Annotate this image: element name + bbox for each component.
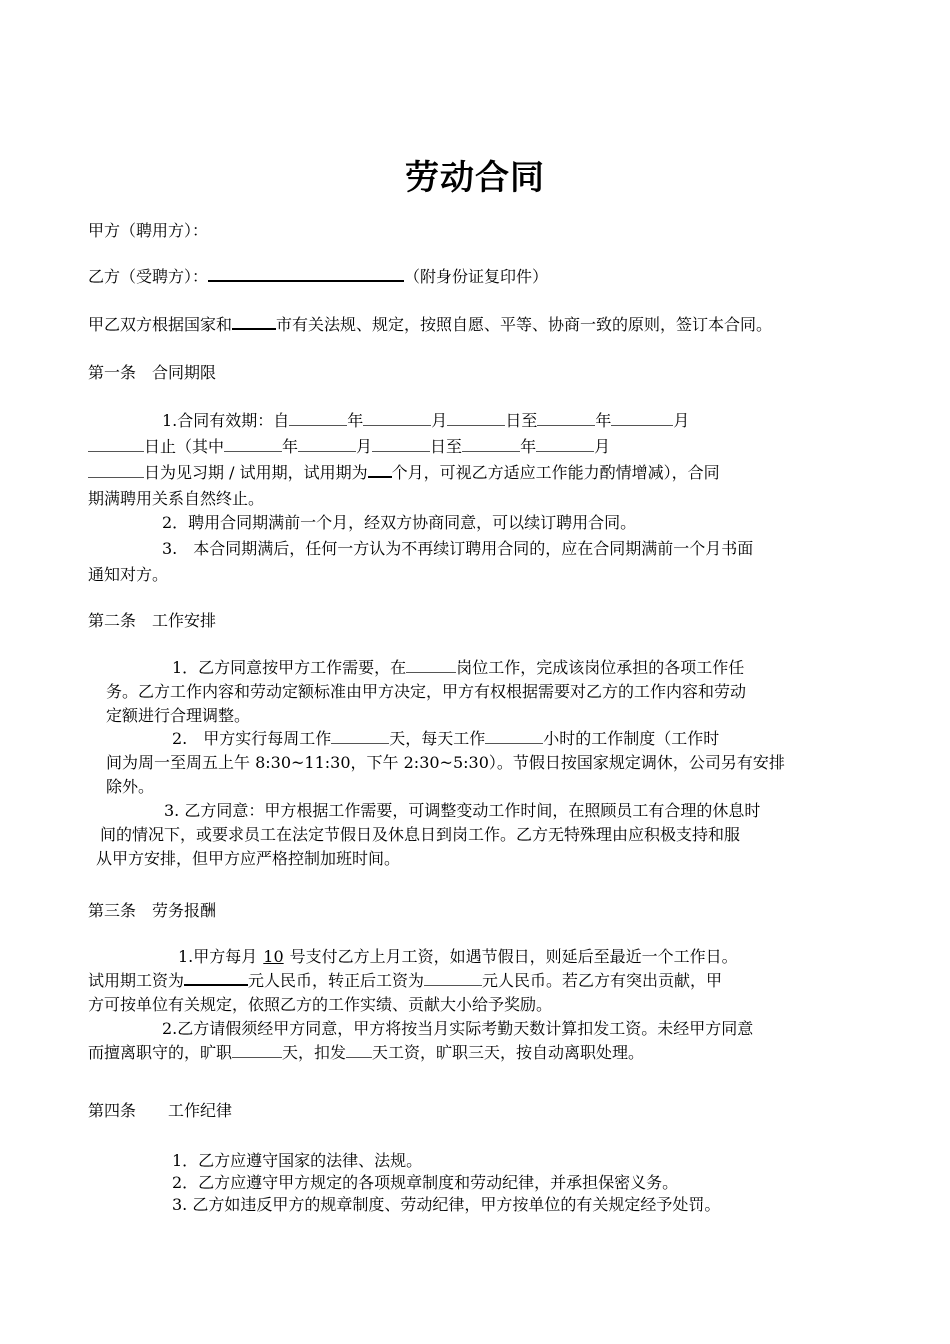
position-blank[interactable] [406,658,456,673]
start-day-blank[interactable] [447,411,505,426]
article-3-item-2-line-1: 2.乙方请假须经甲方同意，甲方将按当月实际考勤天数计算扣发工资。未经甲方同意 [162,1019,754,1038]
article-1-item-3-line-2: 通知对方。 [88,565,169,584]
start-year-blank[interactable] [289,411,347,426]
party-a-line [88,220,208,242]
probation-end-year-blank[interactable] [462,437,520,452]
intro-text: 甲乙双方根据国家和 [88,315,233,334]
intro-text-end: 市有关法规、规定，按照自愿、平等、协商一致的原则，签订本合同。 [276,315,773,334]
text: 月 [673,411,690,430]
article-3-item-1-line-2 [88,970,722,992]
text: 元人民币，转正后工资为 [248,971,425,990]
article-2-item-2-line-3: 除外。 [106,777,155,796]
article-2-item-1-line-3: 定额进行合理调整。 [106,706,251,725]
article-2-item-1-line-1 [172,657,744,679]
end-day-blank[interactable] [88,437,144,452]
absence-days-blank[interactable] [232,1043,282,1058]
party-b-line [88,266,548,288]
article-2-item-1-line-2: 务。乙方工作内容和劳动定额标准由甲方决定，甲方有权根据需要对乙方的工作内容和劳动 [106,682,747,701]
article-2-item-3-line-3: 从甲方安排，但甲方应严格控制加班时间。 [96,849,401,868]
article-1-item-1-line-2 [88,436,610,458]
party-b-label: 乙方（受聘方）： [88,267,209,286]
text: 年 [282,437,299,456]
end-month-blank[interactable] [611,411,673,426]
text: 日至 [505,411,538,430]
pay-day-value[interactable]: 10 [263,947,284,966]
probation-start-month-blank[interactable] [298,437,356,452]
text: 试用期工资为 [88,971,185,990]
text: 1.甲方每月 [178,947,258,966]
regular-salary-blank[interactable] [424,971,482,986]
text: 号支付乙方上月工资，如遇节假日，则延后至最近一个工作日。 [289,947,738,966]
text: 小时的工作制度（工作时 [543,729,720,748]
text: 月 [356,437,373,456]
party-b-note: （附身份证复印件） [404,267,549,286]
article-4-item-2: 2．乙方应遵守甲方规定的各项规章制度和劳动纪律，并承担保密义务。 [172,1173,679,1192]
text: 个月，可视乙方适应工作能力酌情增减），合同 [391,463,720,482]
start-month-blank[interactable] [363,411,431,426]
text: 月 [594,437,611,456]
document-title: 劳动合同 [405,158,545,198]
article-4-heading: 第四条 工作纪律 [88,1101,233,1120]
text: 1.合同有效期：自 [162,411,290,430]
text: 年 [520,437,537,456]
article-2-item-3-line-2: 间的情况下，或要求员工在法定节假日及休息日到岗工作。乙方无特殊理由应积极支持和服 [100,825,741,844]
text: 1．乙方同意按甲方工作需要，在 [172,658,407,677]
article-3-heading: 第三条 劳务报酬 [88,901,217,920]
article-2-heading: 第二条 工作安排 [88,611,217,630]
text: 年 [347,411,364,430]
probation-end-month-blank[interactable] [536,437,594,452]
text: 日止（其中 [144,437,225,456]
text: 日至 [430,437,463,456]
text: 日为见习期 / 试用期，试用期为 [144,463,368,482]
article-1-item-1-line-4: 期满聘用关系自然终止。 [88,489,265,508]
work-hours-blank[interactable] [485,729,543,744]
deduct-days-blank[interactable] [346,1043,372,1058]
text: 年 [595,411,612,430]
article-4-item-1: 1．乙方应遵守国家的法律、法规。 [172,1151,423,1170]
text: 元人民币。若乙方有突出贡献，甲 [482,971,723,990]
article-1-item-1-line-1 [162,410,689,432]
article-4-item-3: 3. 乙方如违反甲方的规章制度、劳动纪律，甲方按单位的有关规定经予处罚。 [172,1195,721,1214]
probation-start-day-blank[interactable] [372,437,430,452]
intro-line [88,314,772,336]
article-2-item-3-line-1: 3. 乙方同意：甲方根据工作需要，可调整变动工作时间，在照顾员工有合理的休息时 [164,801,761,820]
article-1-item-3-line-1: 3. 本合同期满后，任何一方认为不再续订聘用合同的，应在合同期满前一个月书面 [162,539,754,558]
text: 天工资，旷职三天，按自动离职处理。 [372,1043,645,1062]
end-year-blank[interactable] [537,411,595,426]
article-3-item-1-line-3: 方可按单位有关规定，依照乙方的工作实绩、贡献大小给予奖励。 [88,995,553,1014]
text: 月 [431,411,448,430]
text: 而擅离职守的，旷职 [88,1043,233,1062]
article-3-item-1-line-1 [178,946,738,968]
probation-end-day-blank[interactable] [88,463,144,478]
article-2-item-2-line-1 [172,728,719,750]
text: 2. 甲方实行每周工作 [172,729,332,748]
article-1-item-2: 2．聘用合同期满前一个月，经双方协商同意，可以续订聘用合同。 [162,513,637,532]
party-a-label: 甲方（聘用方）： [88,221,209,240]
article-2-item-2-line-2: 间为周一至周五上午 8:30~11:30，下午 2:30~5:30）。节假日按国家规定调休，公司另有安排 [106,753,785,772]
party-b-name-blank[interactable] [208,266,404,282]
text: 天，扣发 [282,1043,347,1062]
article-1-heading: 第一条 合同期限 [88,363,217,382]
work-days-blank[interactable] [331,729,389,744]
probation-months-blank[interactable] [368,462,392,478]
article-3-item-2-line-2 [88,1042,644,1064]
probation-salary-blank[interactable] [184,970,248,986]
text: 天，每天工作 [389,729,486,748]
article-1-item-1-line-3 [88,462,720,484]
probation-start-year-blank[interactable] [224,437,282,452]
text: 岗位工作，完成该岗位承担的各项工作任 [456,658,745,677]
city-blank[interactable] [232,314,276,330]
